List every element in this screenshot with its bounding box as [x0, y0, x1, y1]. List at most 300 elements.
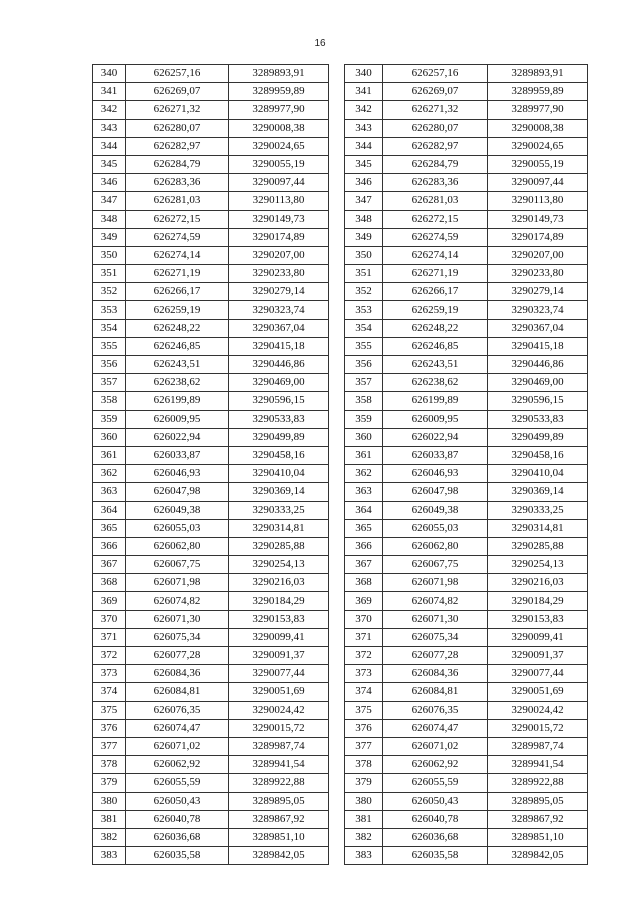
y-coordinate-cell: 3290533,83: [488, 410, 588, 428]
x-coordinate-cell: 626033,87: [126, 446, 229, 464]
coordinates-table-left: [92, 64, 329, 865]
point-number-cell: 348: [345, 210, 383, 228]
point-number-cell: 373: [345, 665, 383, 683]
table-row: [345, 519, 588, 537]
y-coordinate-cell: 3289842,05: [229, 847, 329, 865]
x-coordinate-cell: 626243,51: [383, 356, 488, 374]
x-coordinate-cell: 626084,36: [126, 665, 229, 683]
y-coordinate-cell: 3290323,74: [488, 301, 588, 319]
y-coordinate-cell: 3290410,04: [488, 465, 588, 483]
table-row: [93, 483, 329, 501]
point-number-cell: 344: [93, 137, 126, 155]
table-row: [93, 701, 329, 719]
table-row: [345, 756, 588, 774]
table-row: [93, 137, 329, 155]
y-coordinate-cell: 3289977,90: [488, 101, 588, 119]
y-coordinate-cell: 3290008,38: [229, 119, 329, 137]
y-coordinate-cell: 3290499,89: [229, 428, 329, 446]
point-number-cell: 359: [93, 410, 126, 428]
table-row: [93, 501, 329, 519]
point-number-cell: 357: [345, 374, 383, 392]
table-row: [345, 319, 588, 337]
x-coordinate-cell: 626246,85: [126, 337, 229, 355]
table-row: [93, 155, 329, 173]
x-coordinate-cell: 626246,85: [383, 337, 488, 355]
table-row: [345, 265, 588, 283]
y-coordinate-cell: 3290055,19: [488, 155, 588, 173]
point-number-cell: 355: [93, 337, 126, 355]
table-row: [93, 83, 329, 101]
x-coordinate-cell: 626084,81: [126, 683, 229, 701]
x-coordinate-cell: 626281,03: [126, 192, 229, 210]
x-coordinate-cell: 626046,93: [126, 465, 229, 483]
y-coordinate-cell: 3290015,72: [488, 719, 588, 737]
x-coordinate-cell: 626259,19: [383, 301, 488, 319]
table-row: [93, 574, 329, 592]
table-row: [345, 283, 588, 301]
x-coordinate-cell: 626248,22: [383, 319, 488, 337]
x-coordinate-cell: 626269,07: [383, 83, 488, 101]
x-coordinate-cell: 626280,07: [383, 119, 488, 137]
table-row: [345, 537, 588, 555]
point-number-cell: 358: [93, 392, 126, 410]
table-row: [93, 556, 329, 574]
y-coordinate-cell: 3290333,25: [488, 501, 588, 519]
point-number-cell: 378: [345, 756, 383, 774]
point-number-cell: 383: [93, 847, 126, 865]
table-row: [345, 847, 588, 865]
table-row: [93, 392, 329, 410]
y-coordinate-cell: 3290233,80: [488, 265, 588, 283]
x-coordinate-cell: 626238,62: [383, 374, 488, 392]
point-number-cell: 350: [345, 246, 383, 264]
x-coordinate-cell: 626280,07: [126, 119, 229, 137]
x-coordinate-cell: 626271,32: [383, 101, 488, 119]
table-row: [93, 446, 329, 464]
y-coordinate-cell: 3289941,54: [488, 756, 588, 774]
x-coordinate-cell: 626035,58: [126, 847, 229, 865]
table-row: [345, 210, 588, 228]
y-coordinate-cell: 3290174,89: [488, 228, 588, 246]
x-coordinate-cell: 626062,80: [383, 537, 488, 555]
table-row: [93, 228, 329, 246]
x-coordinate-cell: 626062,80: [126, 537, 229, 555]
y-coordinate-cell: 3289895,05: [229, 792, 329, 810]
y-coordinate-cell: 3290369,14: [229, 483, 329, 501]
y-coordinate-cell: 3290051,69: [488, 683, 588, 701]
table-row: [93, 756, 329, 774]
x-coordinate-cell: 626284,79: [126, 155, 229, 173]
point-number-cell: 352: [93, 283, 126, 301]
x-coordinate-cell: 626047,98: [383, 483, 488, 501]
point-number-cell: 375: [93, 701, 126, 719]
table-row: [93, 465, 329, 483]
y-coordinate-cell: 3290099,41: [488, 628, 588, 646]
y-coordinate-cell: 3290533,83: [229, 410, 329, 428]
table-row: [93, 737, 329, 755]
table-row: [93, 647, 329, 665]
y-coordinate-cell: 3290254,13: [488, 556, 588, 574]
table-row: [345, 246, 588, 264]
point-number-cell: 349: [93, 228, 126, 246]
point-number-cell: 366: [345, 537, 383, 555]
y-coordinate-cell: 3289941,54: [229, 756, 329, 774]
point-number-cell: 378: [93, 756, 126, 774]
x-coordinate-cell: 626283,36: [383, 174, 488, 192]
y-coordinate-cell: 3290051,69: [229, 683, 329, 701]
x-coordinate-cell: 626036,68: [126, 828, 229, 846]
x-coordinate-cell: 626074,82: [126, 592, 229, 610]
table-row: [93, 410, 329, 428]
x-coordinate-cell: 626266,17: [383, 283, 488, 301]
y-coordinate-cell: 3290285,88: [229, 537, 329, 555]
table-row: [345, 683, 588, 701]
x-coordinate-cell: 626071,30: [126, 610, 229, 628]
point-number-cell: 370: [345, 610, 383, 628]
y-coordinate-cell: 3289867,92: [229, 810, 329, 828]
y-coordinate-cell: 3289987,74: [488, 737, 588, 755]
y-coordinate-cell: 3290091,37: [229, 647, 329, 665]
y-coordinate-cell: 3290458,16: [229, 446, 329, 464]
point-number-cell: 352: [345, 283, 383, 301]
x-coordinate-cell: 626075,34: [126, 628, 229, 646]
point-number-cell: 373: [93, 665, 126, 683]
x-coordinate-cell: 626040,78: [383, 810, 488, 828]
y-coordinate-cell: 3290184,29: [229, 592, 329, 610]
table-row: [93, 283, 329, 301]
table-row: [345, 719, 588, 737]
x-coordinate-cell: 626271,32: [126, 101, 229, 119]
point-number-cell: 361: [345, 446, 383, 464]
x-coordinate-cell: 626283,36: [126, 174, 229, 192]
table-row: [93, 101, 329, 119]
point-number-cell: 365: [345, 519, 383, 537]
table-row: [93, 719, 329, 737]
x-coordinate-cell: 626266,17: [126, 283, 229, 301]
y-coordinate-cell: 3290149,73: [229, 210, 329, 228]
table-row: [345, 465, 588, 483]
y-coordinate-cell: 3290216,03: [229, 574, 329, 592]
x-coordinate-cell: 626272,15: [383, 210, 488, 228]
table-row: [93, 301, 329, 319]
table-row: [345, 337, 588, 355]
y-coordinate-cell: 3290184,29: [488, 592, 588, 610]
x-coordinate-cell: 626022,94: [383, 428, 488, 446]
table-row: [345, 428, 588, 446]
x-coordinate-cell: 626071,98: [383, 574, 488, 592]
x-coordinate-cell: 626022,94: [126, 428, 229, 446]
x-coordinate-cell: 626047,98: [126, 483, 229, 501]
y-coordinate-cell: 3290099,41: [229, 628, 329, 646]
x-coordinate-cell: 626274,14: [126, 246, 229, 264]
x-coordinate-cell: 626084,81: [383, 683, 488, 701]
y-coordinate-cell: 3290285,88: [488, 537, 588, 555]
x-coordinate-cell: 626284,79: [383, 155, 488, 173]
table-row: [345, 701, 588, 719]
x-coordinate-cell: 626071,02: [383, 737, 488, 755]
point-number-cell: 340: [345, 65, 383, 83]
table-row: [345, 410, 588, 428]
table-row: [93, 65, 329, 83]
page-number: 16: [314, 38, 326, 49]
point-number-cell: 354: [93, 319, 126, 337]
x-coordinate-cell: 626076,35: [383, 701, 488, 719]
x-coordinate-cell: 626055,03: [383, 519, 488, 537]
table-row: [345, 592, 588, 610]
y-coordinate-cell: 3289959,89: [488, 83, 588, 101]
table-row: [93, 810, 329, 828]
point-number-cell: 349: [345, 228, 383, 246]
y-coordinate-cell: 3290254,13: [229, 556, 329, 574]
y-coordinate-cell: 3290314,81: [488, 519, 588, 537]
x-coordinate-cell: 626259,19: [126, 301, 229, 319]
point-number-cell: 343: [93, 119, 126, 137]
x-coordinate-cell: 626055,03: [126, 519, 229, 537]
y-coordinate-cell: 3290216,03: [488, 574, 588, 592]
table-row: [345, 610, 588, 628]
x-coordinate-cell: 626199,89: [126, 392, 229, 410]
y-coordinate-cell: 3290024,65: [488, 137, 588, 155]
y-coordinate-cell: 3290415,18: [488, 337, 588, 355]
y-coordinate-cell: 3289893,91: [229, 65, 329, 83]
x-coordinate-cell: 626282,97: [383, 137, 488, 155]
point-number-cell: 345: [93, 155, 126, 173]
x-coordinate-cell: 626009,95: [126, 410, 229, 428]
y-coordinate-cell: 3290367,04: [488, 319, 588, 337]
point-number-cell: 379: [345, 774, 383, 792]
x-coordinate-cell: 626074,47: [383, 719, 488, 737]
x-coordinate-cell: 626009,95: [383, 410, 488, 428]
x-coordinate-cell: 626062,92: [383, 756, 488, 774]
y-coordinate-cell: 3290367,04: [229, 319, 329, 337]
point-number-cell: 372: [345, 647, 383, 665]
y-coordinate-cell: 3290369,14: [488, 483, 588, 501]
x-coordinate-cell: 626074,47: [126, 719, 229, 737]
y-coordinate-cell: 3290596,15: [229, 392, 329, 410]
point-number-cell: 346: [93, 174, 126, 192]
x-coordinate-cell: 626074,82: [383, 592, 488, 610]
table-row: [93, 683, 329, 701]
x-coordinate-cell: 626075,34: [383, 628, 488, 646]
table-row: [345, 446, 588, 464]
x-coordinate-cell: 626077,28: [126, 647, 229, 665]
point-number-cell: 344: [345, 137, 383, 155]
y-coordinate-cell: 3290024,42: [488, 701, 588, 719]
x-coordinate-cell: 626274,59: [126, 228, 229, 246]
point-number-cell: 359: [345, 410, 383, 428]
table-row: [93, 337, 329, 355]
point-number-cell: 348: [93, 210, 126, 228]
table-row: [345, 137, 588, 155]
point-number-cell: 351: [345, 265, 383, 283]
x-coordinate-cell: 626248,22: [126, 319, 229, 337]
y-coordinate-cell: 3290024,42: [229, 701, 329, 719]
table-row: [345, 574, 588, 592]
table-row: [345, 374, 588, 392]
table-row: [345, 737, 588, 755]
x-coordinate-cell: 626033,87: [383, 446, 488, 464]
y-coordinate-cell: 3289851,10: [488, 828, 588, 846]
y-coordinate-cell: 3290458,16: [488, 446, 588, 464]
y-coordinate-cell: 3290008,38: [488, 119, 588, 137]
point-number-cell: 363: [345, 483, 383, 501]
point-number-cell: 341: [93, 83, 126, 101]
x-coordinate-cell: 626199,89: [383, 392, 488, 410]
y-coordinate-cell: 3290233,80: [229, 265, 329, 283]
table-row: [93, 519, 329, 537]
point-number-cell: 350: [93, 246, 126, 264]
table-row: [345, 392, 588, 410]
y-coordinate-cell: 3290153,83: [229, 610, 329, 628]
point-number-cell: 370: [93, 610, 126, 628]
table-row: [345, 356, 588, 374]
point-number-cell: 369: [93, 592, 126, 610]
x-coordinate-cell: 626084,36: [383, 665, 488, 683]
table-row: [93, 265, 329, 283]
x-coordinate-cell: 626049,38: [383, 501, 488, 519]
point-number-cell: 351: [93, 265, 126, 283]
point-number-cell: 375: [345, 701, 383, 719]
coordinates-table-right: [344, 64, 588, 865]
point-number-cell: 371: [345, 628, 383, 646]
y-coordinate-cell: 3290091,37: [488, 647, 588, 665]
point-number-cell: 342: [345, 101, 383, 119]
y-coordinate-cell: 3290077,44: [229, 665, 329, 683]
point-number-cell: 353: [93, 301, 126, 319]
point-number-cell: 356: [93, 356, 126, 374]
x-coordinate-cell: 626067,75: [126, 556, 229, 574]
table-row: [345, 810, 588, 828]
y-coordinate-cell: 3290055,19: [229, 155, 329, 173]
point-number-cell: 357: [93, 374, 126, 392]
y-coordinate-cell: 3289987,74: [229, 737, 329, 755]
table-row: [345, 665, 588, 683]
table-row: [93, 792, 329, 810]
y-coordinate-cell: 3290207,00: [229, 246, 329, 264]
y-coordinate-cell: 3289851,10: [229, 828, 329, 846]
point-number-cell: 361: [93, 446, 126, 464]
point-number-cell: 366: [93, 537, 126, 555]
point-number-cell: 369: [345, 592, 383, 610]
y-coordinate-cell: 3289842,05: [488, 847, 588, 865]
point-number-cell: 347: [93, 192, 126, 210]
y-coordinate-cell: 3290415,18: [229, 337, 329, 355]
point-number-cell: 341: [345, 83, 383, 101]
table-row: [345, 501, 588, 519]
table-row: [93, 119, 329, 137]
table-row: [345, 155, 588, 173]
y-coordinate-cell: 3290113,80: [229, 192, 329, 210]
x-coordinate-cell: 626046,93: [383, 465, 488, 483]
y-coordinate-cell: 3289922,88: [229, 774, 329, 792]
point-number-cell: 382: [345, 828, 383, 846]
x-coordinate-cell: 626062,92: [126, 756, 229, 774]
table-row: [93, 665, 329, 683]
point-number-cell: 382: [93, 828, 126, 846]
point-number-cell: 343: [345, 119, 383, 137]
y-coordinate-cell: 3289867,92: [488, 810, 588, 828]
point-number-cell: 364: [345, 501, 383, 519]
x-coordinate-cell: 626040,78: [126, 810, 229, 828]
point-number-cell: 377: [93, 737, 126, 755]
y-coordinate-cell: 3290410,04: [229, 465, 329, 483]
table-row: [345, 792, 588, 810]
y-coordinate-cell: 3289895,05: [488, 792, 588, 810]
table-row: [93, 192, 329, 210]
table-row: [345, 192, 588, 210]
x-coordinate-cell: 626076,35: [126, 701, 229, 719]
x-coordinate-cell: 626050,43: [383, 792, 488, 810]
y-coordinate-cell: 3290153,83: [488, 610, 588, 628]
table-row: [345, 83, 588, 101]
table-row: [345, 101, 588, 119]
x-coordinate-cell: 626055,59: [126, 774, 229, 792]
y-coordinate-cell: 3289977,90: [229, 101, 329, 119]
y-coordinate-cell: 3290446,86: [229, 356, 329, 374]
x-coordinate-cell: 626269,07: [126, 83, 229, 101]
point-number-cell: 347: [345, 192, 383, 210]
point-number-cell: 372: [93, 647, 126, 665]
x-coordinate-cell: 626274,14: [383, 246, 488, 264]
x-coordinate-cell: 626055,59: [383, 774, 488, 792]
x-coordinate-cell: 626274,59: [383, 228, 488, 246]
y-coordinate-cell: 3290469,00: [229, 374, 329, 392]
y-coordinate-cell: 3290446,86: [488, 356, 588, 374]
y-coordinate-cell: 3289922,88: [488, 774, 588, 792]
y-coordinate-cell: 3290596,15: [488, 392, 588, 410]
y-coordinate-cell: 3290097,44: [229, 174, 329, 192]
x-coordinate-cell: 626071,98: [126, 574, 229, 592]
y-coordinate-cell: 3290314,81: [229, 519, 329, 537]
table-row: [93, 628, 329, 646]
y-coordinate-cell: 3289959,89: [229, 83, 329, 101]
point-number-cell: 368: [93, 574, 126, 592]
table-row: [93, 610, 329, 628]
table-row: [93, 828, 329, 846]
point-number-cell: 356: [345, 356, 383, 374]
table-row: [93, 374, 329, 392]
y-coordinate-cell: 3290113,80: [488, 192, 588, 210]
y-coordinate-cell: 3290333,25: [229, 501, 329, 519]
y-coordinate-cell: 3290499,89: [488, 428, 588, 446]
point-number-cell: 365: [93, 519, 126, 537]
table-row: [345, 119, 588, 137]
y-coordinate-cell: 3290279,14: [229, 283, 329, 301]
point-number-cell: 346: [345, 174, 383, 192]
point-number-cell: 345: [345, 155, 383, 173]
point-number-cell: 355: [345, 337, 383, 355]
table-row: [93, 774, 329, 792]
y-coordinate-cell: 3290279,14: [488, 283, 588, 301]
y-coordinate-cell: 3290469,00: [488, 374, 588, 392]
x-coordinate-cell: 626035,58: [383, 847, 488, 865]
point-number-cell: 381: [345, 810, 383, 828]
point-number-cell: 368: [345, 574, 383, 592]
x-coordinate-cell: 626050,43: [126, 792, 229, 810]
y-coordinate-cell: 3290174,89: [229, 228, 329, 246]
x-coordinate-cell: 626243,51: [126, 356, 229, 374]
x-coordinate-cell: 626071,30: [383, 610, 488, 628]
point-number-cell: 362: [345, 465, 383, 483]
x-coordinate-cell: 626272,15: [126, 210, 229, 228]
table-row: [345, 65, 588, 83]
point-number-cell: 380: [345, 792, 383, 810]
x-coordinate-cell: 626271,19: [383, 265, 488, 283]
point-number-cell: 367: [93, 556, 126, 574]
y-coordinate-cell: 3290207,00: [488, 246, 588, 264]
table-row: [93, 174, 329, 192]
x-coordinate-cell: 626049,38: [126, 501, 229, 519]
